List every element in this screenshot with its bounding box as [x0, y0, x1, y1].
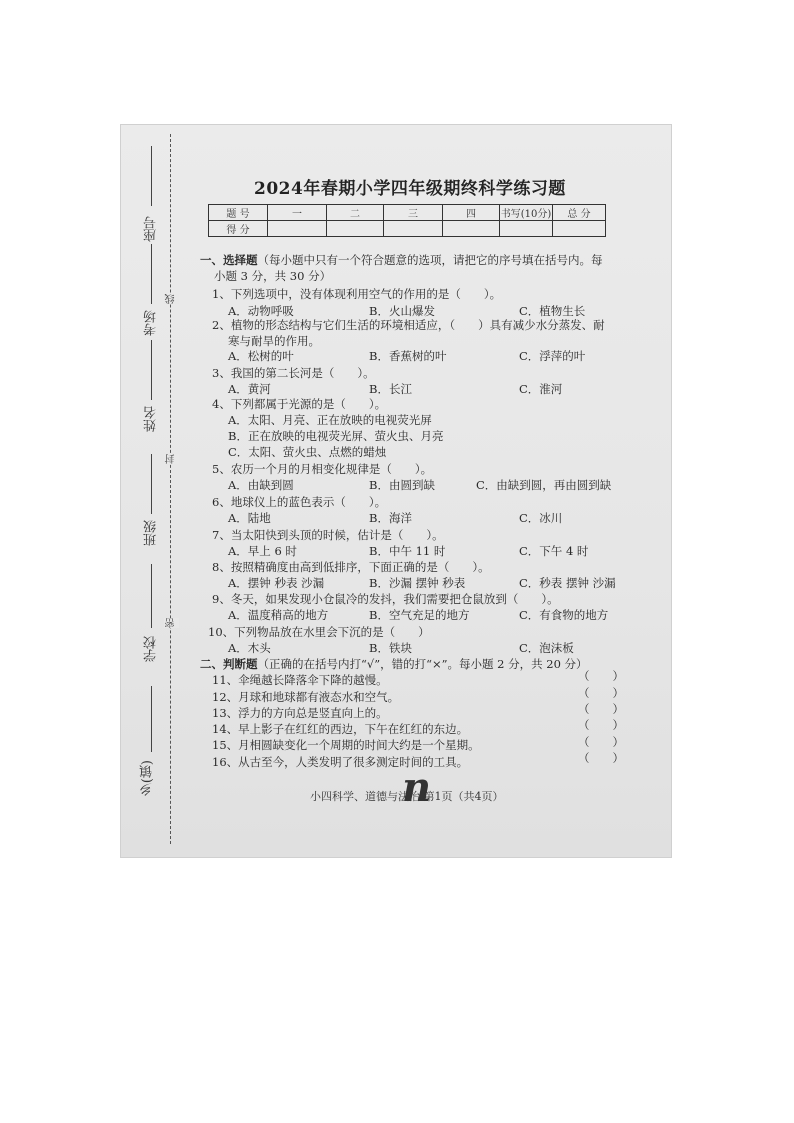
school-label: 学校 — [144, 636, 159, 662]
question-3-option-a: A．黄河 — [228, 382, 271, 396]
score-header-cell: 书写(10分) — [500, 205, 553, 221]
answer-paren[interactable]: （ ） — [578, 702, 624, 716]
score-header-cell: 四 — [443, 205, 500, 221]
question-7-stem: 7、当太阳快到头顶的时候，估计是（ ）。 — [212, 528, 444, 542]
question-3-option-b: B．长江 — [369, 382, 412, 396]
question-5-option-b: B．由圆到缺 — [369, 478, 435, 492]
question-5-stem: 5、农历一个月的月相变化规律是（ ）。 — [212, 462, 433, 476]
question-6-stem: 6、地球仪上的蓝色表示（ ）。 — [212, 495, 387, 509]
answer-paren[interactable]: （ ） — [578, 669, 624, 683]
question-10-option-b: B．铁块 — [369, 641, 412, 655]
question-4-option-a: A．太阳、月亮、正在放映的电视荧光屏 — [228, 413, 432, 427]
question-5-option-c: C．由缺到圆，再由圆到缺 — [476, 478, 612, 492]
name-label: 姓名 — [144, 406, 159, 432]
answer-paren[interactable]: （ ） — [578, 751, 624, 765]
school-blank — [151, 564, 152, 628]
judge-item-14: 14、早上影子在红红的西边，下午在红红的东边。 — [212, 722, 469, 736]
exam-title: 2024年春期小学四年级期终科学练习题 — [254, 179, 566, 199]
answer-paren[interactable]: （ ） — [578, 735, 624, 749]
question-4-stem: 4、下列都属于光源的是（ ）。 — [212, 397, 387, 411]
score-header-cell: 一 — [268, 205, 327, 221]
question-2-option-a: A．松树的叶 — [228, 349, 294, 363]
question-8-stem: 8、按照精确度由高到低排序，下面正确的是（ ）。 — [212, 560, 490, 574]
question-1-option-b: B．火山爆发 — [369, 304, 435, 318]
binding-mark-mi: 密 — [166, 618, 177, 628]
question-4-option-c: C．太阳、萤火虫、点燃的蜡烛 — [228, 445, 387, 459]
question-6-option-b: B．海洋 — [369, 511, 412, 525]
question-2-option-b: B．香蕉树的叶 — [369, 349, 447, 363]
score-cell[interactable] — [268, 221, 327, 237]
question-8-option-a: A．摆钟 秒表 沙漏 — [228, 576, 325, 590]
question-4-option-b: B．正在放映的电视荧光屏、萤火虫、月亮 — [228, 429, 444, 443]
question-5-option-a: A．由缺到圆 — [228, 478, 294, 492]
question-6-option-a: A．陆地 — [228, 511, 271, 525]
score-cell[interactable] — [553, 221, 606, 237]
section2-title: 二、判断题 — [200, 657, 258, 671]
question-9-option-a: A．温度稍高的地方 — [228, 608, 329, 622]
binding-mark-feng: 封 — [166, 454, 177, 464]
handwritten-n-mark: n — [402, 764, 432, 811]
township-label: 乡(镇) — [140, 760, 155, 797]
question-10-option-c: C．泡沫板 — [519, 641, 574, 655]
exam-room-label: 考场 — [144, 310, 159, 336]
score-header-cell: 题 号 — [209, 205, 268, 221]
judge-item-11: 11、伞绳越长降落伞下降的越慢。 — [212, 673, 388, 687]
judge-item-16: 16、从古至今，人类发明了很多测定时间的工具。 — [212, 755, 469, 769]
section2-header — [200, 656, 588, 672]
question-2-stem: 2、植物的形态结构与它们生活的环境相适应，（ ）具有减少水分蒸发、耐 — [212, 318, 605, 332]
binding-margin — [120, 124, 180, 858]
question-10-option-a: A．木头 — [228, 641, 271, 655]
judge-item-12: 12、月球和地球都有液态水和空气。 — [212, 690, 400, 704]
section1-instructions: （每小题中只有一个符合题意的选项，请把它的序号填在括号内。每 — [257, 253, 603, 267]
question-8-option-c: C．秒表 摆钟 沙漏 — [519, 576, 616, 590]
answer-paren[interactable]: （ ） — [578, 718, 624, 732]
score-table-score-row — [209, 221, 606, 237]
score-table — [208, 204, 606, 237]
question-2-stem-cont: 寒与耐旱的作用。 — [228, 334, 320, 348]
score-header-cell: 三 — [384, 205, 443, 221]
binding-dashed-line — [170, 134, 171, 844]
question-2-option-c: C．浮萍的叶 — [519, 349, 586, 363]
binding-mark-xian: 线 — [166, 294, 177, 304]
page-footer: 小四科学、道德与法治 第1页（共4页） — [310, 790, 504, 803]
seat-number-label: 座号 — [144, 216, 159, 242]
township-blank — [151, 686, 152, 752]
answer-paren[interactable]: （ ） — [578, 686, 624, 700]
score-cell[interactable] — [327, 221, 384, 237]
class-blank — [151, 454, 152, 514]
exam-room-blank — [151, 244, 152, 304]
question-3-stem: 3、我国的第二长河是（ ）。 — [212, 366, 375, 380]
question-9-option-b: B．空气充足的地方 — [369, 608, 470, 622]
question-10-stem: 10、下列物品放在水里会下沉的是（ ） — [208, 625, 430, 639]
score-row-label: 得 分 — [209, 221, 268, 237]
score-cell[interactable] — [443, 221, 500, 237]
judge-item-15: 15、月相圆缺变化一个周期的时间大约是一个星期。 — [212, 738, 480, 752]
question-1-option-c: C．植物生长 — [519, 304, 586, 318]
section2-instructions: （正确的在括号内打“√”，错的打“×”。每小题 2 分，共 20 分） — [257, 657, 588, 671]
question-7-option-a: A．早上 6 时 — [228, 544, 297, 558]
section1-title: 一、选择题 — [200, 253, 258, 267]
exam-page — [120, 124, 672, 858]
question-9-stem: 9、冬天，如果发现小仓鼠冷的发抖，我们需要把仓鼠放到（ ）。 — [212, 592, 559, 606]
question-9-option-c: C．有食物的地方 — [519, 608, 609, 622]
section1-header — [200, 252, 603, 268]
score-header-cell: 二 — [327, 205, 384, 221]
photographed-exam-sheet — [120, 124, 672, 858]
question-6-option-c: C．冰川 — [519, 511, 563, 525]
class-label: 班级 — [144, 520, 159, 546]
name-blank — [151, 340, 152, 400]
score-cell[interactable] — [500, 221, 553, 237]
score-header-cell: 总 分 — [553, 205, 606, 221]
seat-number-blank — [151, 146, 152, 206]
question-3-option-c: C．淮河 — [519, 382, 563, 396]
score-table-header-row — [209, 205, 606, 221]
section1-instructions-cont: 小题 3 分，共 30 分） — [214, 269, 332, 283]
question-7-option-c: C．下午 4 时 — [519, 544, 589, 558]
question-1-option-a: A．动物呼吸 — [228, 304, 294, 318]
question-7-option-b: B．中午 11 时 — [369, 544, 446, 558]
question-1-stem: 1、下列选项中，没有体现利用空气的作用的是（ ）。 — [212, 287, 502, 301]
judge-item-13: 13、浮力的方向总是竖直向上的。 — [212, 706, 388, 720]
score-cell[interactable] — [384, 221, 443, 237]
question-8-option-b: B．沙漏 摆钟 秒表 — [369, 576, 466, 590]
